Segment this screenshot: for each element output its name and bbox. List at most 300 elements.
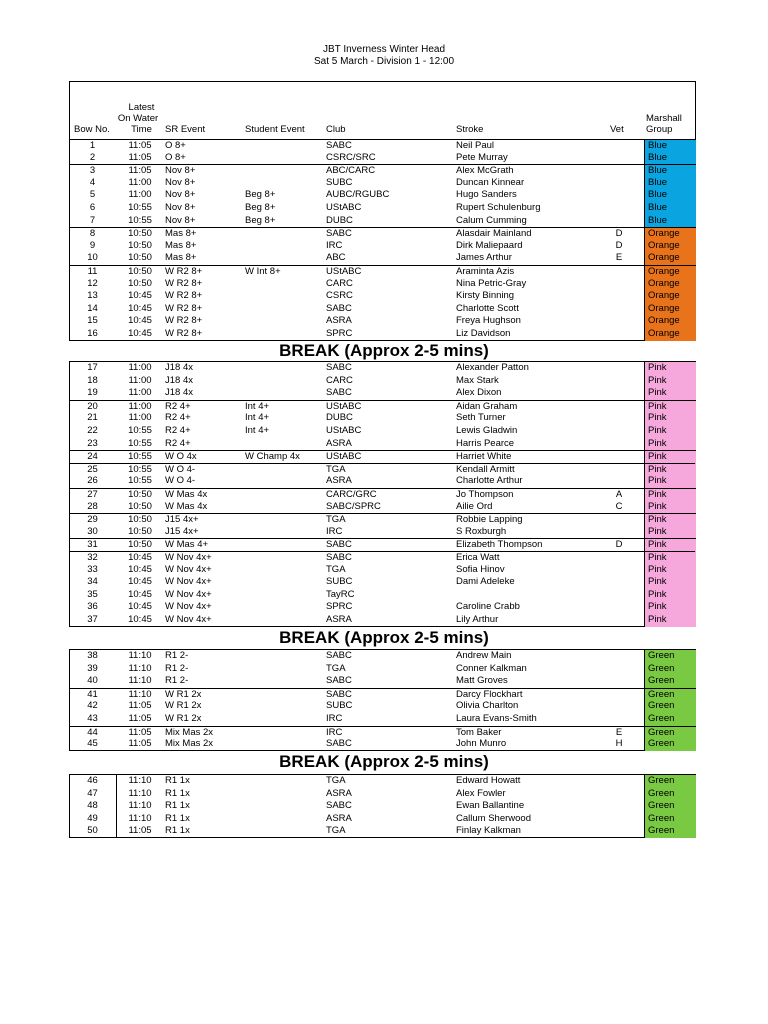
cell-group: Green [644,800,696,813]
cell-bow: 26 [87,475,98,487]
cell-vet: H [615,738,623,750]
cell-bow: 29 [87,514,98,526]
cell-sr: W Mas 4+ [165,539,209,551]
cell-time: 10:45 [128,588,152,600]
header-vet: Vet [610,124,624,135]
cell-club: SABC [326,552,352,563]
cell-stroke: Tom Baker [456,726,502,738]
cell-bow: 17 [87,362,98,373]
table-header [70,82,695,138]
cell-stroke: Alex Dixon [456,387,502,399]
cell-club: SPRC [326,328,353,339]
cell-sr: W R2 8+ [165,290,203,302]
header-club: Club [326,124,346,135]
cell-group: Orange [644,266,696,279]
table-row [70,688,695,702]
table-row [70,425,695,438]
cell-club: ASRA [326,787,352,799]
table-row [70,551,695,565]
cell-sr: R2 4+ [165,437,191,449]
cell-stroke: Lewis Gladwin [456,425,518,436]
table-row [70,387,695,400]
cell-stroke: Araminta Azis [456,266,515,277]
cell-club: TayRC [326,588,355,600]
section-2-table [69,361,696,627]
cell-stroke: Duncan Kinnear [456,176,525,188]
cell-club: CSRC/SRC [326,151,376,163]
cell-sr: J15 4x+ [165,514,199,526]
cell-stroke: Alex McGrath [456,165,514,177]
cell-club: ASRA [326,614,352,625]
cell-group: Pink [644,464,696,477]
cell-time: 11:10 [128,662,152,674]
cell-group: Blue [644,202,696,215]
cell-sr: W O 4- [165,475,196,487]
cell-club: SABC [326,539,352,551]
table-row [70,564,695,577]
cell-student: Int 4+ [245,412,270,424]
cell-stroke: Dami Adeleke [456,576,515,588]
cell-group: Pink [644,526,696,539]
cell-sr: R1 2- [165,650,189,661]
table-row [70,576,695,589]
table-row [70,501,695,514]
header-time-line1: Latest [128,102,155,113]
table-row [70,526,695,539]
cell-stroke: Harriet White [456,451,512,463]
cell-sr: Mix Mas 2x [165,738,214,750]
cell-sr: W R2 8+ [165,315,203,327]
cell-bow: 48 [87,800,98,812]
cell-group: Blue [644,140,696,153]
table-row [70,328,695,341]
table-row [70,513,695,527]
cell-club: CARC/GRC [326,489,377,500]
cell-bow: 33 [87,563,98,575]
cell-group: Green [644,813,696,826]
cell-bow: 43 [87,713,98,724]
cell-time: 11:05 [128,738,152,750]
cell-sr: R1 1x [165,775,190,786]
cell-club: ASRA [326,812,352,824]
cell-club: IRC [326,239,343,251]
table-row [70,650,695,663]
cell-group: Green [644,700,696,713]
cell-group: Green [644,825,696,838]
cell-sr: W R2 8+ [165,328,203,339]
table-row [70,813,695,826]
cell-sr: R2 4+ [165,400,191,412]
cell-club: SABC [326,387,352,399]
cell-sr: W Nov 4x+ [165,614,212,625]
table-row [70,738,695,751]
cell-bow: 3 [89,165,96,177]
cell-vet: A [615,489,623,500]
cell-club: SABC [326,650,352,661]
cell-group: Pink [644,614,696,627]
table-row [70,252,695,265]
table-row [70,303,695,316]
cell-club: SABC [326,688,352,700]
cell-time: 10:50 [128,277,152,289]
cell-time: 10:55 [128,437,152,449]
cell-student: Int 4+ [245,425,270,436]
cell-sr: Nov 8+ [165,176,196,188]
table-row [70,362,695,375]
header-marshall: Marshall [646,113,682,124]
cell-bow: 28 [87,500,98,512]
cell-vet: C [615,500,623,512]
cell-group: Pink [644,451,696,464]
cell-group: Pink [644,425,696,438]
table-row [70,177,695,190]
cell-group: Orange [644,240,696,253]
table-row [70,240,695,253]
cell-time: 11:00 [128,374,152,386]
cell-bow: 18 [87,374,98,386]
cell-bow: 14 [87,302,98,314]
cell-club: CARC [326,374,353,386]
cell-sr: W Nov 4x+ [165,563,212,575]
table-row [70,475,695,488]
cell-club: CARC [326,277,353,289]
cell-bow: 32 [87,552,98,563]
document-title: JBT Inverness Winter Head [322,44,446,55]
cell-club: TGA [326,514,346,526]
cell-group: Blue [644,177,696,190]
cell-sr: W R1 2x [165,700,202,712]
cell-time: 10:45 [128,328,152,339]
cell-bow: 6 [89,202,96,213]
cell-bow: 12 [87,277,98,289]
cell-group: Green [644,738,696,751]
cell-bow: 7 [89,214,96,226]
cell-student: W Champ 4x [245,451,300,463]
cell-club: UStABC [326,451,362,463]
cell-bow: 40 [87,675,98,687]
table-row [70,290,695,303]
cell-vet: D [615,239,623,251]
cell-time: 10:45 [128,315,152,327]
cell-sr: R1 1x [165,800,190,812]
cell-time: 11:05 [128,726,152,738]
cell-club: TGA [326,563,346,575]
cell-stroke: Rupert Schulenburg [456,202,541,213]
cell-bow: 19 [87,387,98,399]
cell-sr: R1 1x [165,787,190,799]
cell-bow: 44 [87,726,98,738]
cell-club: SUBC [326,576,353,588]
cell-student: Int 4+ [245,400,270,412]
cell-club: SUBC [326,700,353,712]
cell-bow: 31 [87,539,98,551]
cell-stroke: Dirk Maliepaard [456,239,523,251]
table-row [70,614,695,627]
cell-stroke: Max Stark [456,374,499,386]
cell-time: 10:45 [128,563,152,575]
cell-stroke: James Arthur [456,252,512,264]
cell-stroke: Aidan Graham [456,400,518,412]
cell-group: Green [644,775,696,788]
header-group: Group [646,124,673,135]
cell-bow: 35 [87,588,98,600]
cell-sr: W R2 8+ [165,266,203,277]
cell-group: Pink [644,362,696,375]
cell-club: TGA [326,662,346,674]
cell-sr: W R2 8+ [165,277,203,289]
cell-time: 10:50 [128,500,152,512]
cell-time: 10:50 [128,525,152,537]
cell-bow: 30 [87,525,98,537]
table-row [70,713,695,726]
cell-sr: O 8+ [165,151,186,163]
table-row [70,265,695,279]
cell-group: Pink [644,438,696,451]
cell-bow: 34 [87,576,98,588]
table-row [70,726,695,740]
cell-club: TGA [326,775,346,786]
cell-club: DUBC [326,412,353,424]
cell-bow: 50 [87,825,98,837]
cell-sr: W Nov 4x+ [165,588,212,600]
cell-club: SPRC [326,601,353,613]
cell-sr: R1 1x [165,825,190,837]
cell-group: Orange [644,228,696,241]
table-row [70,825,695,838]
cell-bow: 46 [87,775,98,786]
cell-sr: J18 4x [165,374,193,386]
table-row [70,215,695,228]
table-row [70,139,695,153]
cell-club: SABC [326,228,352,240]
cell-stroke: Lily Arthur [456,614,499,625]
cell-vet: D [615,539,623,551]
cell-group: Green [644,713,696,726]
cell-stroke: Laura Evans-Smith [456,713,537,724]
cell-student: Beg 8+ [245,189,276,201]
cell-sr: W Mas 4x [165,500,208,512]
cell-bow: 39 [87,662,98,674]
cell-club: SABC/SPRC [326,500,381,512]
cell-time: 11:05 [128,713,152,724]
cell-club: UStABC [326,400,362,412]
cell-time: 11:10 [128,688,152,700]
cell-group: Green [644,663,696,676]
cell-club: IRC [326,726,343,738]
cell-club: UStABC [326,202,362,213]
cell-time: 11:00 [128,176,152,188]
cell-group: Pink [644,564,696,577]
cell-time: 11:05 [128,825,152,837]
table-row [70,700,695,713]
table-row [70,788,695,801]
cell-bow: 22 [87,425,98,436]
cell-stroke: Freya Hughson [456,315,521,327]
cell-group: Orange [644,315,696,328]
header-time-line3: Time [131,124,152,135]
cell-stroke: Sofia Hinov [456,563,505,575]
cell-group: Green [644,675,696,688]
cell-stroke: Alexander Patton [456,362,529,373]
cell-sr: J18 4x [165,362,193,373]
cell-sr: Nov 8+ [165,189,196,201]
cell-club: SUBC [326,176,353,188]
break-banner-2: BREAK (Approx 2-5 mins) [279,628,489,647]
table-row [70,189,695,202]
cell-bow: 37 [87,614,98,625]
cell-sr: Mix Mas 2x [165,726,214,738]
cell-sr: Mas 8+ [165,252,197,264]
cell-bow: 13 [87,290,98,302]
cell-stroke: Ailie Ord [456,500,493,512]
cell-stroke: Elizabeth Thompson [456,539,543,551]
cell-sr: W Nov 4x+ [165,552,212,563]
cell-group: Pink [644,401,696,414]
cell-time: 11:00 [128,387,152,399]
cell-bow: 2 [89,151,96,163]
cell-time: 11:10 [128,675,152,687]
cell-stroke: Robbie Lapping [456,514,523,526]
cell-stroke: Ewan Ballantine [456,800,525,812]
break-banner-1: BREAK (Approx 2-5 mins) [279,341,489,360]
cell-stroke: S Roxburgh [456,525,507,537]
cell-sr: W R1 2x [165,713,202,724]
cell-stroke: Kirsty Binning [456,290,515,302]
cell-group: Pink [644,552,696,565]
table-row [70,412,695,425]
cell-time: 10:50 [128,514,152,526]
cell-sr: W Nov 4x+ [165,601,212,613]
table-row [70,227,695,241]
cell-bow: 21 [87,412,98,424]
cell-club: SABC [326,302,352,314]
cell-club: CSRC [326,290,353,302]
cell-bow: 9 [89,239,96,251]
section-1-table [69,81,696,341]
cell-time: 10:50 [128,239,152,251]
cell-club: ABC/CARC [326,165,376,177]
cell-group: Pink [644,589,696,602]
cell-time: 10:45 [128,302,152,314]
cell-club: TGA [326,463,346,475]
table-row [70,152,695,165]
cell-stroke: Alasdair Mainland [456,228,532,240]
cell-stroke: Caroline Crabb [456,601,520,613]
cell-bow: 20 [87,400,98,412]
cell-bow: 16 [87,328,98,339]
cell-time: 10:50 [128,252,152,264]
cell-time: 10:50 [128,228,152,240]
cell-stroke: Andrew Main [456,650,512,661]
table-row [70,375,695,388]
cell-group: Pink [644,387,696,400]
document-subtitle: Sat 5 March - Division 1 - 12:00 [313,56,455,67]
cell-sr: R1 2- [165,675,189,687]
cell-bow: 41 [87,688,98,700]
cell-time: 10:55 [128,463,152,475]
cell-time: 11:10 [128,787,152,799]
cell-group: Blue [644,165,696,178]
cell-bow: 8 [89,228,96,240]
cell-bow: 4 [89,176,96,188]
cell-club: ASRA [326,475,352,487]
cell-group: Blue [644,152,696,165]
cell-stroke: Pete Murray [456,151,508,163]
header-student-event: Student Event [245,124,305,135]
table-row [70,315,695,328]
cell-time: 11:05 [128,165,152,177]
cell-stroke: Calum Cumming [456,214,527,226]
break-banner-3: BREAK (Approx 2-5 mins) [279,752,489,771]
cell-group: Green [644,788,696,801]
header-stroke: Stroke [456,124,484,135]
header-bow: Bow No. [74,124,110,135]
cell-group: Pink [644,501,696,514]
cell-time: 11:00 [128,400,152,412]
table-row [70,488,695,502]
cell-bow: 27 [87,489,98,500]
cell-time: 11:10 [128,812,152,824]
cell-club: ASRA [326,315,352,327]
cell-stroke: Jo Thompson [456,489,514,500]
cell-stroke: Charlotte Scott [456,302,519,314]
cell-bow: 10 [87,252,98,264]
cell-group: Pink [644,412,696,425]
cell-sr: Nov 8+ [165,165,196,177]
cell-time: 10:55 [128,214,152,226]
cell-club: SABC [326,140,352,151]
cell-time: 11:05 [128,700,152,712]
cell-time: 10:55 [128,475,152,487]
cell-time: 11:05 [128,151,152,163]
cell-sr: J18 4x [165,387,193,399]
cell-bow: 42 [87,700,98,712]
cell-time: 11:10 [128,775,152,786]
cell-sr: Mas 8+ [165,239,197,251]
cell-club: AUBC/RGUBC [326,189,390,201]
cell-group: Orange [644,252,696,265]
section-3-table [69,649,696,751]
table-row [70,400,695,414]
cell-sr: W O 4x [165,451,197,463]
cell-stroke: Olivia Charlton [456,700,519,712]
cell-sr: Nov 8+ [165,214,196,226]
cell-sr: Nov 8+ [165,202,196,213]
cell-sr: W R2 8+ [165,302,203,314]
cell-time: 10:55 [128,425,152,436]
table-row [70,450,695,464]
cell-time: 10:45 [128,552,152,563]
cell-bow: 25 [87,463,98,475]
cell-student: W Int 8+ [245,266,281,277]
table-row [70,775,695,788]
cell-bow: 23 [87,437,98,449]
table-row [70,675,695,688]
cell-bow: 15 [87,315,98,327]
cell-stroke: Hugo Sanders [456,189,517,201]
cell-sr: W Nov 4x+ [165,576,212,588]
cell-group: Pink [644,375,696,388]
cell-time: 10:50 [128,539,152,551]
cell-stroke: Seth Turner [456,412,506,424]
cell-stroke: Alex Fowler [456,787,506,799]
cell-bow: 47 [87,787,98,799]
cell-sr: W Mas 4x [165,489,208,500]
cell-club: UStABC [326,425,362,436]
table-row [70,601,695,614]
cell-bow: 36 [87,601,98,613]
cell-time: 10:45 [128,601,152,613]
